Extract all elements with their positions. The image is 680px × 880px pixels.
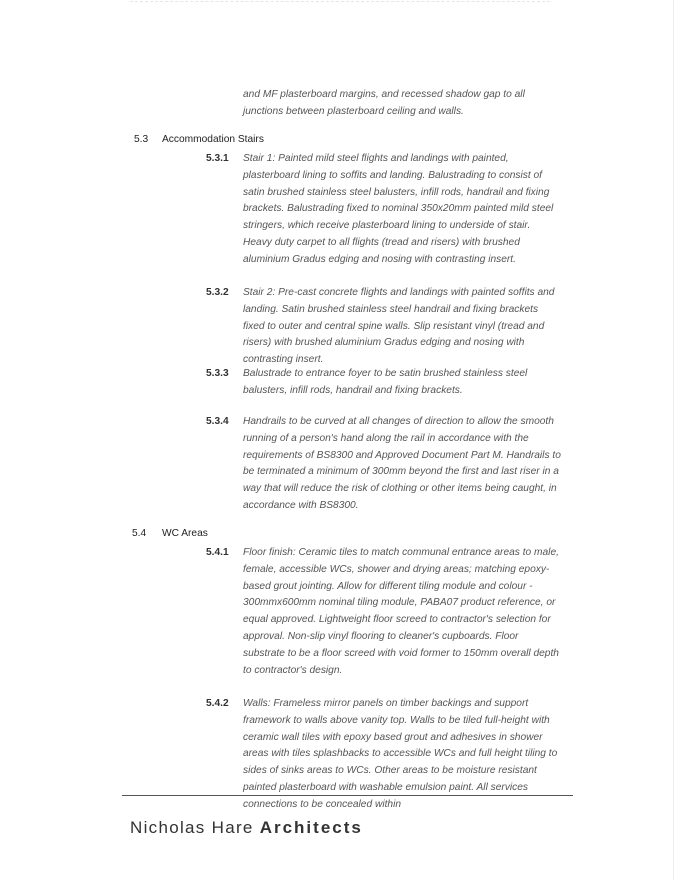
- firm-suffix: Architects: [259, 818, 363, 837]
- intro-paragraph: and MF plasterboard margins, and recessed shadow gap to all junctions between plasterboard ceiling and walls.: [243, 89, 525, 117]
- page-edge-line: [673, 0, 674, 880]
- section-title: WC Areas: [162, 528, 208, 539]
- clause-number: 5.3.4: [206, 416, 229, 427]
- clause-text: Balustrade to entrance foyer to be satin brushed stainless steel balusters, infill rods, handrail and fixing brackets.: [243, 368, 528, 396]
- clause-text: Handrails to be curved at all changes of direction to allow the smooth running of a person's hand along the rail in accordance with the requirements of BS8300 and Approved Document Part M. Handrails to be terminated a minimum of 300mm beyond the first and last riser in a way that will reduce the risk of clothing or other items being caught, in accordance with BS8300.: [243, 416, 561, 511]
- top-divider: [130, 1, 550, 2]
- clause-text: Floor finish: Ceramic tiles to match communal entrance areas to male, female, accessible WCs, shower and drying areas; matching epoxy-based grout jointing. Allow for different tiling module and colour - 300mmx600mm nominal tiling module, PABA07 product reference, or equal approved. Lightweight floor screed to contractor's selection for approval. Non-slip vinyl flooring to cleaner's cupboards. Floor substrate to be a floor screed with void former to 150mm overall depth to contractor's design.: [243, 547, 559, 676]
- section-number: 5.3: [134, 134, 149, 145]
- footer-logo: [130, 818, 363, 838]
- section-number: 5.4: [132, 528, 147, 539]
- clause-number: 5.3.3: [206, 368, 229, 379]
- clause-number: 5.4.2: [206, 698, 229, 709]
- section-title: Accommodation Stairs: [162, 134, 264, 145]
- clause-text: Walls: Frameless mirror panels on timber backings and support framework to walls above vanity top. Walls to be tiled full-height with ceramic wall tiles with epoxy based grout and adhesives in shower areas with tiles splashbacks to accessible WCs and full height tiling to sides of sinks areas to WCs. Other areas to be moisture resistant painted plasterboard with washable emulsion paint. All services connections to be concealed within: [243, 698, 558, 810]
- footer-divider: [122, 795, 573, 796]
- clause-number: 5.3.1: [206, 153, 229, 164]
- firm-name: Nicholas Hare: [130, 818, 254, 837]
- clause-text: Stair 1: Painted mild steel flights and landings with painted, plasterboard lining to soffits and landing. Balustrading to consist of satin brushed stainless steel balusters, infill rods, handrail and fixing brackets. Balustrading fixed to nominal 350x20mm painted mild steel stringers, which receive plasterboard lining to underside of stair. Heavy duty carpet to all flights (tread and risers) with brushed aluminium Gradus edging and nosing with contrasting insert.: [243, 153, 554, 265]
- clause-number: 5.4.1: [206, 547, 229, 558]
- clause-number: 5.3.2: [206, 287, 229, 298]
- clause-text: Stair 2: Pre-cast concrete flights and landings with painted soffits and landing. Satin brushed stainless steel handrail and fixing brackets fixed to outer and central spine walls. Slip resistant vinyl (tread and risers) with brushed aluminium Gradus edging and nosing with contrasting insert.: [243, 287, 555, 366]
